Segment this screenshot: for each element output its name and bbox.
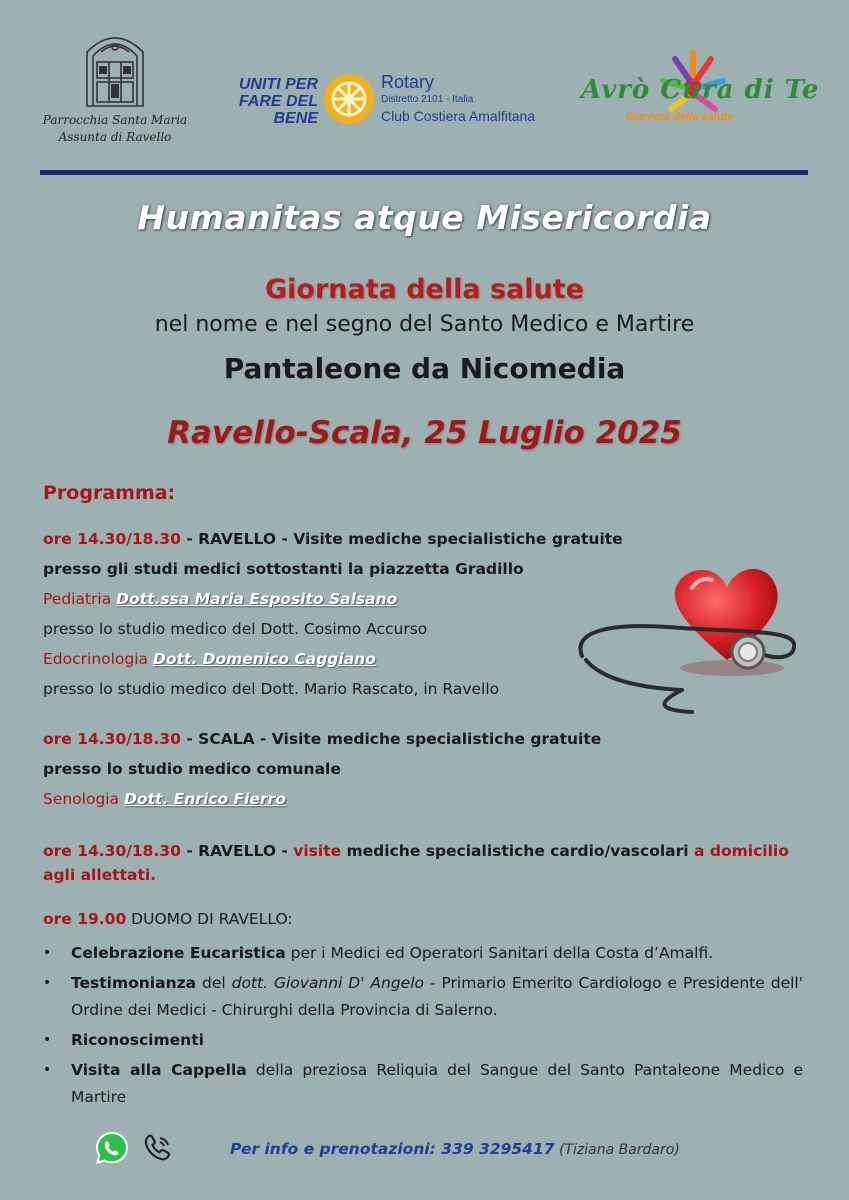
rotary-club: Club Costiera Amalfitana — [381, 108, 536, 124]
item-text: - Primario Emerito Cardiologo e Presidente dell' Ordine dei Medici - Chirurghi della Provincia di Salerno. — [71, 974, 803, 1019]
motto-heading: Humanitas atque Misericordia — [137, 198, 712, 237]
info-phone[interactable]: 339 3295417 — [441, 1140, 555, 1158]
list-item — [43, 970, 803, 1024]
phone-icon[interactable] — [140, 1132, 174, 1166]
rotary-slogan — [200, 76, 318, 127]
info-line — [230, 1140, 680, 1158]
specialty-pediatria: Pediatria — [43, 590, 112, 608]
saint-name: Pantaleone da Nicomedia — [223, 352, 626, 385]
item-title: Celebrazione Eucaristica — [71, 944, 286, 962]
doctor-1: Dott.ssa Maria Esposito Salsano — [116, 590, 398, 608]
slogan-line-3: BENE — [273, 110, 318, 127]
info-contact: (Tiziana Bardaro) — [554, 1142, 680, 1158]
rotary-district: Distretto 2101 - Italia — [381, 94, 474, 105]
block3-domicilio: a domicilio — [694, 842, 789, 860]
block2-location: presso lo studio medico comunale — [43, 760, 341, 778]
event-subtitle: nel nome e nel segno del Santo Medico e Martire — [154, 312, 695, 337]
list-item — [43, 940, 803, 967]
slogan-line-2: FARE DEL — [238, 93, 318, 110]
parish-name-line2: Assunta di Ravello — [58, 130, 172, 144]
care-subtitle: Giornata della salute — [625, 111, 734, 123]
block3-heading — [43, 842, 789, 860]
block3-sep: - — [180, 842, 199, 860]
item-title: Visita alla Cappella — [71, 1061, 247, 1079]
item-italic: dott. Giovanni D' Angelo — [231, 974, 425, 992]
block2-specialty — [43, 790, 286, 808]
rotary-logo — [200, 70, 580, 130]
event-title: Giornata della salute — [264, 274, 584, 305]
bullet-dot: • — [43, 975, 52, 991]
block1-heading — [43, 530, 623, 548]
list-item — [43, 1027, 803, 1054]
info-label: Per info e prenotazioni: — [230, 1140, 442, 1158]
block1-location: presso gli studi medici sottostanti la piazzetta Gradillo — [43, 560, 524, 578]
specialty-endocrinologia: Edocrinologia — [43, 650, 149, 668]
whatsapp-icon[interactable] — [94, 1130, 130, 1166]
block3-line2: agli allettati. — [43, 866, 157, 884]
block4-time: ore 19.00 — [43, 910, 127, 928]
block1-where1: presso lo studio medico del Dott. Cosimo Accurso — [43, 620, 428, 638]
ceremony-list — [43, 940, 803, 1111]
item-text: per i Medici ed Operatori Sanitari della Costa d’Amalfi. — [285, 944, 714, 962]
parish-name-line1: Parrocchia Santa Maria — [42, 113, 188, 127]
block3-place: RAVELLO — [198, 842, 276, 860]
list-item — [43, 1057, 803, 1111]
block2-place: SCALA — [198, 730, 255, 748]
item-pre: del — [196, 974, 232, 992]
block3-mid: mediche specialistiche cardio/vascolari — [341, 842, 694, 860]
programma-label: Programma: — [43, 482, 176, 504]
event-date: Ravello-Scala, 25 Luglio 2025 — [167, 415, 682, 451]
block2-sep: - — [180, 730, 199, 748]
block1-specialty2 — [43, 650, 376, 668]
specialty-senologia: Senologia — [43, 790, 120, 808]
block1-specialty1 — [43, 590, 397, 608]
header-divider — [40, 170, 808, 175]
block1-place: RAVELLO — [198, 530, 276, 548]
care-title: Avrò Cura di Te — [581, 75, 820, 105]
heart-stethoscope-image — [572, 560, 804, 730]
item-title: Testimonianza — [71, 974, 197, 992]
block3-time: ore 14.30/18.30 — [43, 842, 181, 860]
block4-place: DUOMO DI RAVELLO: — [126, 910, 293, 928]
item-text: della preziosa Reliquia del Sangue del Santo Pantaleone Medico e Martire — [71, 1061, 803, 1106]
bullet-dot: • — [43, 1062, 52, 1078]
rotary-name: Rotary — [381, 72, 435, 92]
block1-where2: presso lo studio medico del Dott. Mario Rascato, in Ravello — [43, 680, 500, 698]
doctor-3: Dott. Enrico Fierro — [124, 790, 286, 808]
item-title: Riconoscimenti — [71, 1031, 204, 1049]
block2-desc: - Visite mediche specialistiche gratuite — [254, 730, 602, 748]
block1-desc: - Visite mediche specialistiche gratuite — [276, 530, 623, 548]
block3-visite: visite — [293, 842, 342, 860]
rotary-wheel-icon — [322, 72, 376, 126]
block2-time: ore 14.30/18.30 — [43, 730, 181, 748]
slogan-line-1: UNITI PER — [238, 76, 318, 93]
care-logo — [575, 45, 820, 145]
block1-sep: - — [180, 530, 199, 548]
block4-heading — [43, 910, 293, 928]
doctor-2: Dott. Domenico Caggiano — [153, 650, 376, 668]
bullet-dot: • — [43, 945, 52, 961]
bullet-dot: • — [43, 1032, 52, 1048]
parish-logo — [40, 22, 190, 152]
block2-heading — [43, 730, 601, 748]
church-icon — [75, 22, 155, 108]
block3-sep2: - — [276, 842, 294, 860]
block1-time: ore 14.30/18.30 — [43, 530, 181, 548]
footer — [90, 1128, 790, 1168]
